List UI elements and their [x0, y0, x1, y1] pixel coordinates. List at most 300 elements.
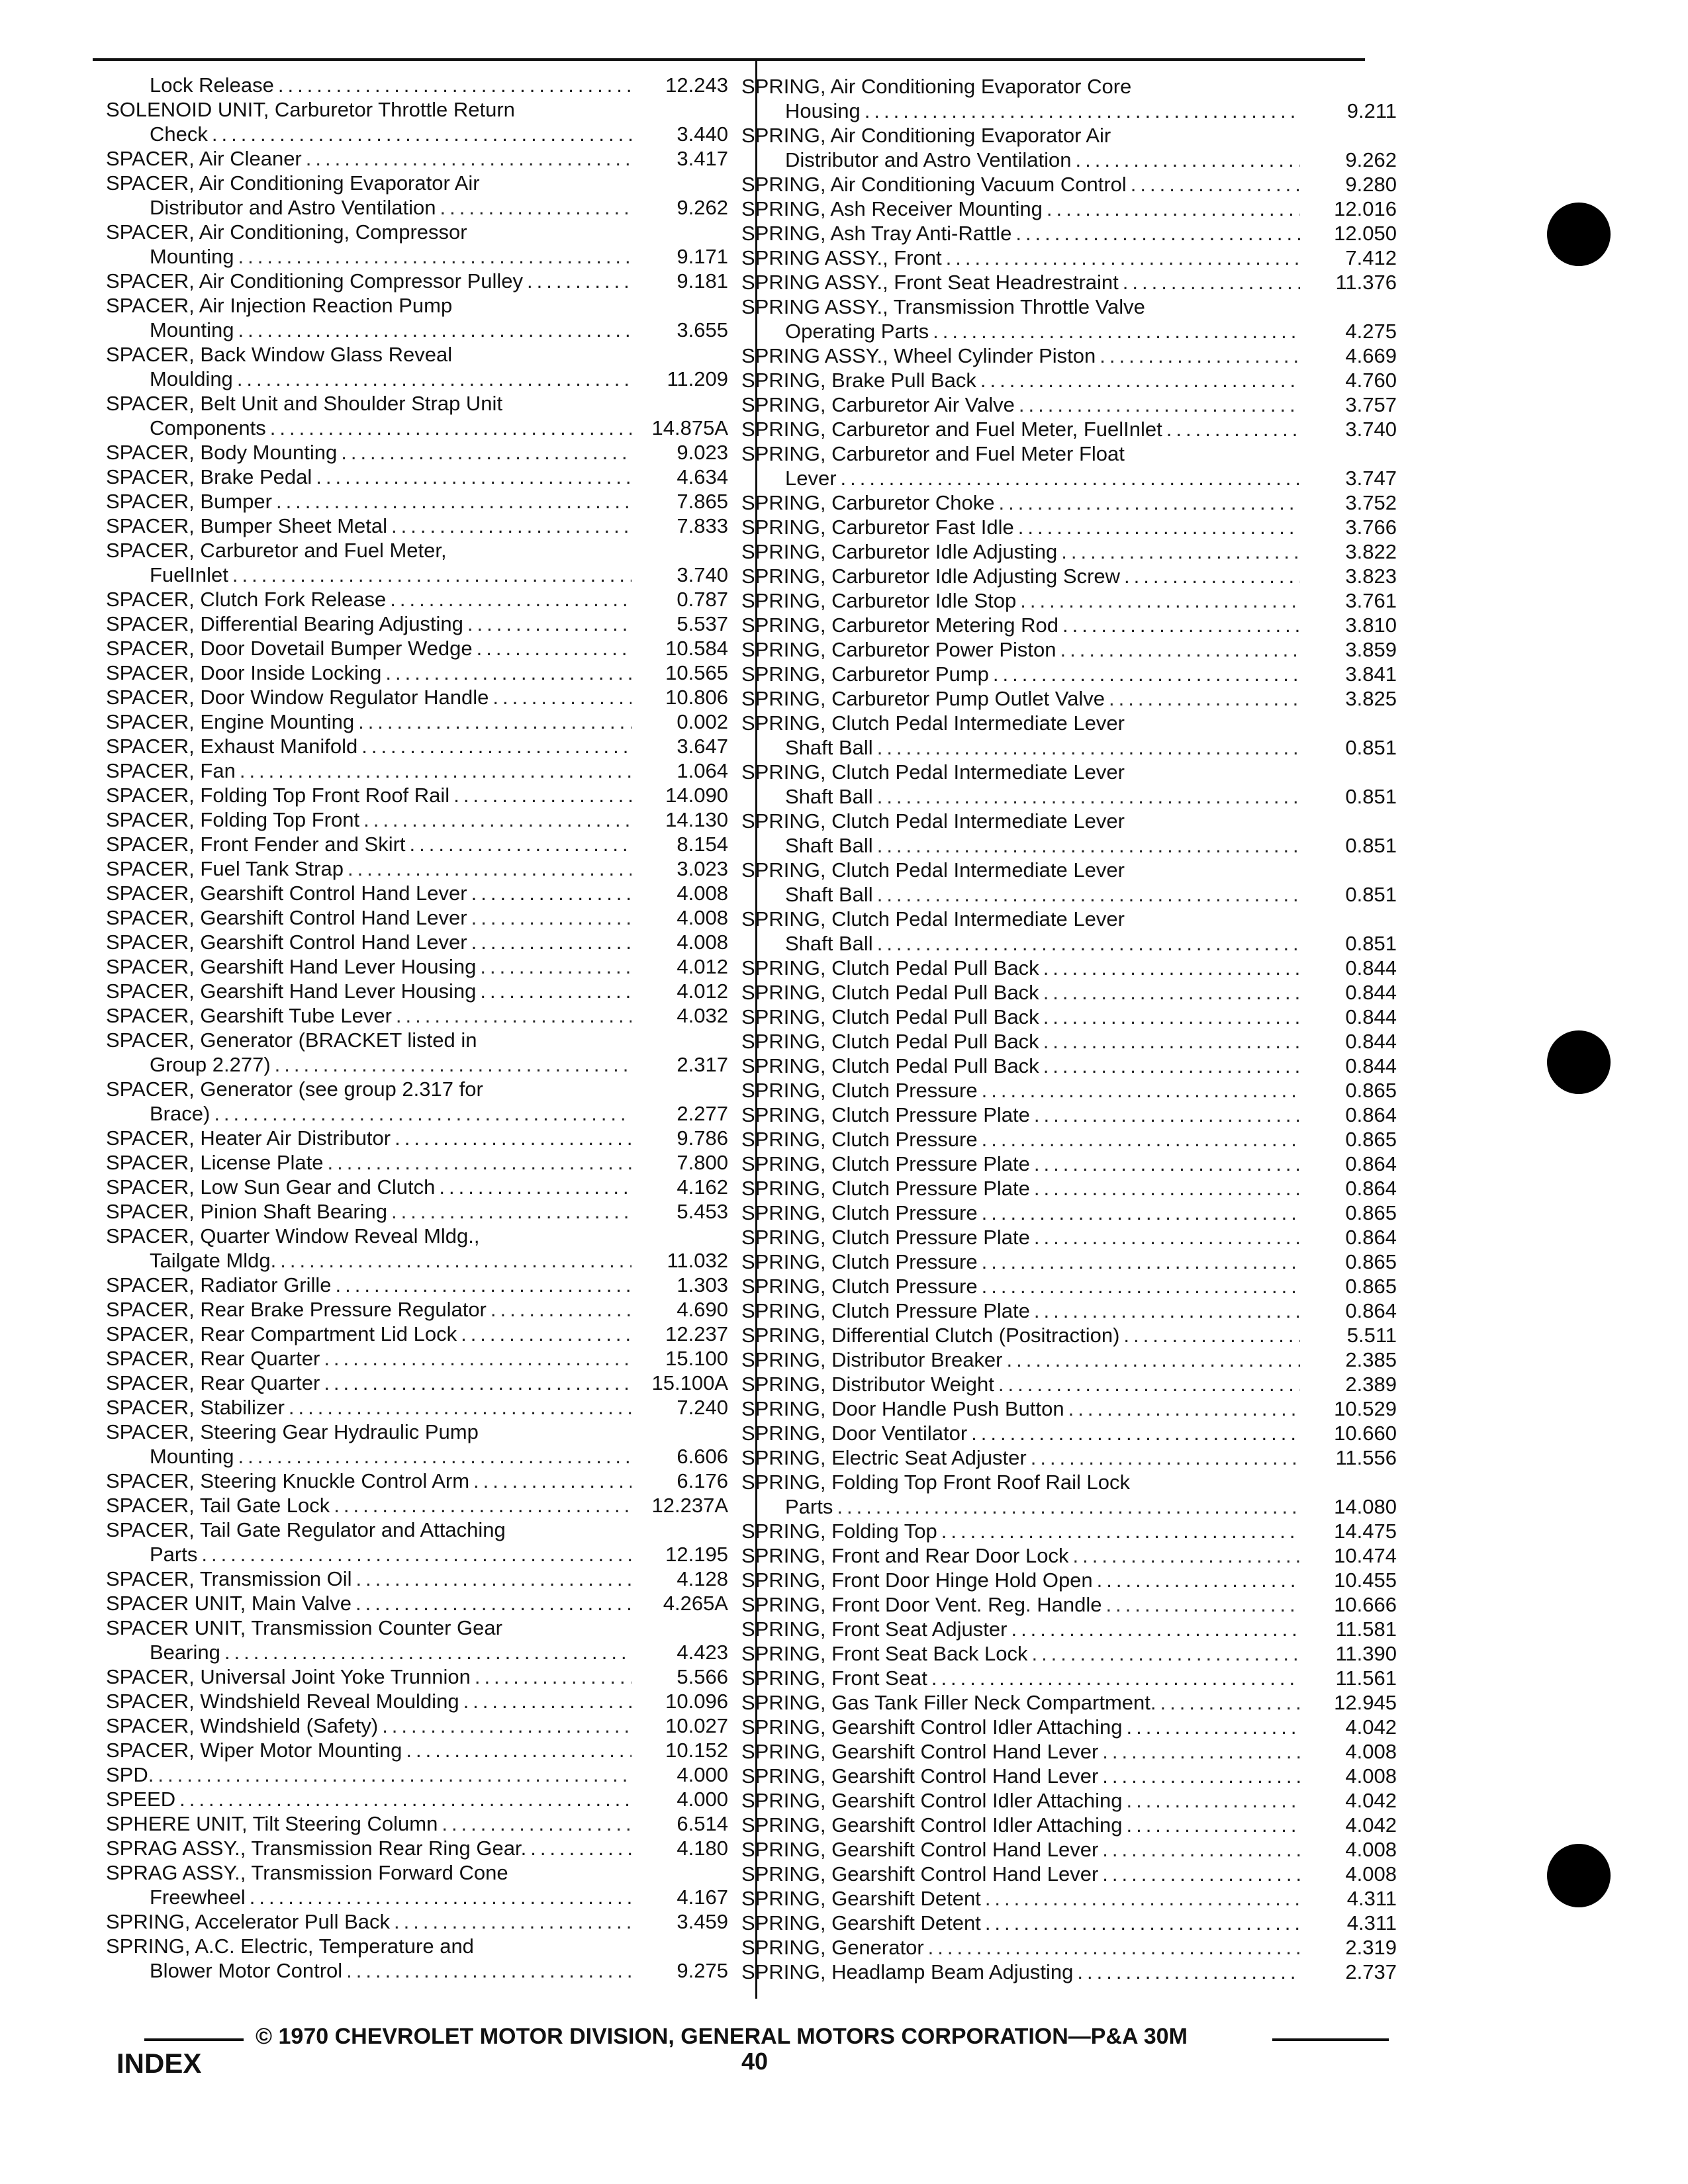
entry-name: SPRING, Clutch Pressure: [741, 1275, 978, 1298]
entry-name: SPRING, Gearshift Control Idler Attaching: [741, 1813, 1123, 1837]
entry-page-ref: 4.265A: [663, 1592, 728, 1615]
dot-leader: [865, 99, 1300, 123]
entry-heading: SPRING, Carburetor and Fuel Meter Float: [741, 442, 1125, 465]
entry-name: SPRING, Clutch Pedal Pull Back: [741, 981, 1039, 1004]
dot-leader: [980, 368, 1300, 392]
entry-page-ref: 12.016: [1334, 197, 1397, 220]
entry-heading: SPACER, Steering Gear Hydraulic Pump: [106, 1420, 479, 1443]
dot-leader: [1034, 1103, 1300, 1127]
index-entry: [106, 979, 728, 1003]
dot-leader: [201, 1542, 632, 1567]
index-entry: [106, 1175, 728, 1199]
entry-page-ref: 10.529: [1334, 1397, 1397, 1420]
entry-page-ref: 14.875A: [651, 416, 728, 439]
index-entry: [741, 172, 1397, 197]
index-entry: [741, 74, 1397, 123]
entry-page-ref: 4.008: [1345, 1862, 1397, 1886]
entry-page-ref: 4.275: [1345, 320, 1397, 343]
entry-name: Tailgate Mldg.: [150, 1249, 277, 1272]
entry-name: SPRING, Gearshift Control Idler Attaching: [741, 1789, 1123, 1812]
entry-page-ref: 0.864: [1345, 1299, 1397, 1322]
dot-leader: [982, 1078, 1300, 1103]
entry-name: SPD.: [106, 1763, 154, 1786]
index-entry: [741, 1225, 1397, 1250]
entry-page-ref: 7.833: [677, 514, 728, 537]
entry-name: SPACER, Wiper Motor Mounting: [106, 1739, 402, 1762]
entry-name: SPACER, Gearshift Control Hand Lever: [106, 882, 467, 905]
index-entry: [106, 146, 728, 171]
index-entry: [106, 1664, 728, 1689]
index-entry: [106, 832, 728, 856]
index-entry: [741, 1103, 1397, 1127]
entry-page-ref: 5.511: [1346, 1324, 1397, 1347]
index-entry: [106, 1224, 728, 1273]
entry-name: SPRING, Carburetor Metering Rod: [741, 614, 1058, 637]
entry-name: SPRING, Electric Seat Adjuster: [741, 1446, 1027, 1469]
index-entry: [741, 1201, 1397, 1225]
dot-leader: [1043, 1005, 1300, 1029]
dot-leader: [179, 1787, 632, 1811]
entry-name: SPRING, Gearshift Detent: [741, 1911, 981, 1934]
index-entry: [741, 1666, 1397, 1690]
entry-name: SPACER, Door Dovetail Bumper Wedge: [106, 637, 473, 660]
entry-page-ref: 4.311: [1346, 1911, 1397, 1934]
entry-name: SPRING, Carburetor Idle Stop: [741, 589, 1017, 612]
dot-leader: [1034, 1225, 1300, 1250]
entry-name: SPRAG ASSY., Transmission Rear Ring Gear.: [106, 1837, 527, 1860]
dot-leader: [238, 318, 632, 342]
entry-name: SPRING, Air Conditioning Vacuum Control: [741, 173, 1127, 196]
entry-name: SPACER, Windshield Reveal Moulding: [106, 1690, 459, 1713]
entry-page-ref: 0.844: [1345, 981, 1397, 1004]
entry-name: SPACER, Tail Gate Lock: [106, 1494, 330, 1517]
entry-name: FuelInlet: [150, 563, 228, 586]
entry-name: SPACER, Gearshift Hand Lever Housing: [106, 979, 477, 1003]
entry-name: SPACER, Heater Air Distributor: [106, 1126, 391, 1150]
entry-page-ref: 4.000: [677, 1788, 728, 1811]
entry-name: SPACER, Windshield (Safety): [106, 1714, 379, 1737]
dot-leader: [982, 1201, 1300, 1225]
dot-leader: [1102, 1739, 1300, 1764]
index-entry: [106, 342, 728, 391]
index-entry: [106, 97, 728, 146]
dot-leader: [390, 587, 632, 612]
entry-name: SPACER, Steering Knuckle Control Arm: [106, 1469, 470, 1492]
index-entry: [106, 1689, 728, 1713]
entry-name: SPACER, Clutch Fork Release: [106, 588, 387, 611]
entry-name: SPRING, Front Door Vent. Reg. Handle: [741, 1593, 1102, 1616]
entry-name: SPACER, Radiator Grille: [106, 1273, 332, 1297]
index-entry: [741, 1568, 1397, 1592]
entry-name: Moulding: [150, 367, 233, 390]
dot-leader: [1043, 1054, 1300, 1078]
entry-name: SPACER UNIT, Main Valve: [106, 1592, 352, 1615]
dot-leader: [328, 1150, 632, 1175]
index-entry: [741, 1960, 1397, 1984]
entry-heading: SOLENOID UNIT, Carburetor Throttle Return: [106, 98, 515, 121]
index-entry: [741, 858, 1397, 907]
index-entry: [741, 1911, 1397, 1935]
index-entry: [741, 662, 1397, 686]
dot-leader: [1031, 1445, 1300, 1470]
entry-page-ref: 0.864: [1345, 1152, 1397, 1175]
entry-page-ref: 2.277: [677, 1102, 728, 1125]
dot-leader: [473, 1469, 632, 1493]
entry-name: Lock Release: [150, 73, 274, 97]
index-entry: [741, 1323, 1397, 1347]
entry-page-ref: 12.195: [665, 1543, 728, 1566]
entry-page-ref: 9.181: [677, 269, 728, 293]
dot-leader: [982, 1250, 1300, 1274]
entry-page-ref: 10.666: [1334, 1593, 1397, 1616]
entry-page-ref: 6.514: [677, 1812, 728, 1835]
index-entry: [741, 441, 1397, 490]
dot-leader: [982, 1127, 1300, 1152]
entry-name: SPRING, Clutch Pedal Pull Back: [741, 1030, 1039, 1053]
dot-leader: [877, 882, 1300, 907]
dot-leader: [1126, 1813, 1300, 1837]
dot-leader: [280, 1248, 632, 1273]
entry-page-ref: 3.440: [677, 122, 728, 146]
entry-name: SPRING, Carburetor Power Piston: [741, 638, 1056, 661]
entry-page-ref: 8.154: [677, 833, 728, 856]
dot-leader: [238, 244, 632, 269]
dot-leader: [363, 807, 632, 832]
entry-name: SPRING, Front and Rear Door Lock: [741, 1544, 1069, 1567]
dot-leader: [982, 1274, 1300, 1298]
entry-page-ref: 14.080: [1334, 1495, 1397, 1518]
entry-name: Lever: [785, 467, 837, 490]
entry-heading: SPACER UNIT, Transmission Counter Gear: [106, 1616, 502, 1639]
dot-leader: [993, 662, 1300, 686]
index-entry: [741, 1372, 1397, 1396]
dot-leader: [1131, 172, 1300, 197]
dot-leader: [877, 931, 1300, 956]
entry-heading: SPACER, Tail Gate Regulator and Attaching: [106, 1518, 506, 1541]
index-entry: [741, 760, 1397, 809]
entry-name: SPRING, Clutch Pedal Pull Back: [741, 956, 1039, 979]
entry-name: SPRING, Gearshift Control Hand Lever: [741, 1838, 1099, 1861]
dot-leader: [1018, 515, 1300, 539]
entry-page-ref: 5.537: [677, 612, 728, 635]
dot-leader: [391, 514, 632, 538]
entry-name: SPRING, Door Ventilator: [741, 1422, 968, 1445]
dot-leader: [1020, 588, 1300, 613]
dot-leader: [877, 735, 1300, 760]
dot-leader: [527, 269, 632, 293]
entry-page-ref: 0.865: [1345, 1275, 1397, 1298]
entry-name: SPACER, Gearshift Hand Lever Housing: [106, 955, 477, 978]
index-entry: [741, 221, 1397, 246]
dot-leader: [1043, 1029, 1300, 1054]
entry-name: SPRING, Clutch Pressure: [741, 1079, 978, 1102]
dot-leader: [1034, 1176, 1300, 1201]
entry-name: SPRING, Folding Top: [741, 1520, 937, 1543]
dot-leader: [396, 1003, 632, 1028]
entry-name: SPACER, Bumper: [106, 490, 272, 513]
dot-leader: [276, 489, 632, 514]
entry-page-ref: 9.211: [1346, 99, 1397, 122]
dot-leader: [1062, 613, 1300, 637]
entry-page-ref: 7.240: [677, 1396, 728, 1419]
index-entry: [106, 685, 728, 709]
index-entry: [106, 220, 728, 269]
entry-page-ref: 10.455: [1334, 1569, 1397, 1592]
index-entry: [106, 612, 728, 636]
index-entry: [741, 295, 1397, 343]
entry-page-ref: 12.237A: [651, 1494, 728, 1517]
entry-page-ref: 9.171: [677, 245, 728, 268]
index-entry: [741, 907, 1397, 956]
entry-name: SPRING, Door Handle Push Button: [741, 1397, 1064, 1420]
entry-page-ref: 0.864: [1345, 1103, 1397, 1126]
dot-leader: [306, 146, 632, 171]
index-entry: [741, 1127, 1397, 1152]
index-entry: [106, 1273, 728, 1297]
entry-page-ref: 7.865: [677, 490, 728, 513]
entry-page-ref: 4.162: [677, 1175, 728, 1199]
dot-leader: [275, 1052, 632, 1077]
entry-name: SPRING, Clutch Pressure Plate: [741, 1152, 1030, 1175]
entry-name: Shaft Ball: [785, 932, 873, 955]
dot-leader: [442, 1811, 632, 1836]
entry-page-ref: 0.864: [1345, 1226, 1397, 1249]
index-column-left: [106, 73, 728, 1983]
index-entry: [741, 1739, 1397, 1764]
dot-leader: [1061, 539, 1300, 564]
entry-name: SPACER, Transmission Oil: [106, 1567, 352, 1590]
entry-name: SPRING, Carburetor Air Valve: [741, 393, 1015, 416]
entry-page-ref: 10.806: [665, 686, 728, 709]
entry-name: SPHERE UNIT, Tilt Steering Column: [106, 1812, 438, 1835]
binder-hole: [1547, 1844, 1611, 1907]
index-entry: [106, 171, 728, 220]
entry-page-ref: 4.042: [1345, 1813, 1397, 1837]
entry-heading: SPRING, Clutch Pedal Intermediate Lever: [741, 907, 1125, 931]
dot-leader: [877, 784, 1300, 809]
dot-leader: [355, 1591, 632, 1615]
index-entry: [741, 711, 1397, 760]
entry-name: SPRING, Carburetor Idle Adjusting Screw: [741, 565, 1121, 588]
entry-page-ref: 4.180: [677, 1837, 728, 1860]
entry-page-ref: 1.064: [677, 759, 728, 782]
index-entry: [741, 1813, 1397, 1837]
entry-page-ref: 2.389: [1345, 1373, 1397, 1396]
entry-name: SPRING, Brake Pull Back: [741, 369, 976, 392]
index-entry: [741, 343, 1397, 368]
entry-name: SPRING, Clutch Pedal Pull Back: [741, 1005, 1039, 1028]
index-entry: [106, 881, 728, 905]
index-entry: [106, 1713, 728, 1738]
index-entry: [741, 368, 1397, 392]
section-label: INDEX: [117, 2048, 202, 2079]
index-entry: [106, 538, 728, 587]
entry-page-ref: 3.459: [677, 1910, 728, 1933]
dot-leader: [410, 832, 632, 856]
top-rule: [93, 58, 1365, 61]
dot-leader: [439, 1175, 632, 1199]
entry-page-ref: 4.008: [677, 931, 728, 954]
index-entry: [106, 1028, 728, 1077]
index-entry: [106, 930, 728, 954]
entry-page-ref: 4.042: [1345, 1789, 1397, 1812]
index-entry: [106, 709, 728, 734]
dot-leader: [1124, 564, 1300, 588]
index-entry: [106, 1003, 728, 1028]
entry-page-ref: 15.100A: [651, 1371, 728, 1394]
entry-page-ref: 0.844: [1345, 1054, 1397, 1077]
dot-leader: [1076, 148, 1300, 172]
dot-leader: [1123, 1323, 1300, 1347]
dot-leader: [928, 1935, 1300, 1960]
dot-leader: [480, 954, 632, 979]
dot-leader: [158, 1762, 632, 1787]
entry-name: SPRING, Front Seat: [741, 1666, 927, 1690]
index-entry: [106, 391, 728, 440]
index-entry: [741, 392, 1397, 417]
entry-name: SPACER, Universal Joint Yoke Trunnion: [106, 1665, 471, 1688]
dot-leader: [1011, 1617, 1300, 1641]
entry-page-ref: 0.851: [1345, 785, 1397, 808]
entry-name: Mounting: [150, 318, 234, 341]
index-entry: [106, 1738, 728, 1762]
entry-name: SPACER, Folding Top Front Roof Rail: [106, 784, 450, 807]
dot-leader: [480, 979, 632, 1003]
entry-page-ref: 9.786: [677, 1126, 728, 1150]
dot-leader: [1043, 956, 1300, 980]
index-entry: [106, 1615, 728, 1664]
entry-page-ref: 15.100: [665, 1347, 728, 1370]
entry-page-ref: 3.761: [1345, 589, 1397, 612]
index-entry: [106, 905, 728, 930]
entry-name: Shaft Ball: [785, 834, 873, 857]
dot-leader: [1097, 1568, 1300, 1592]
dot-leader: [240, 758, 632, 783]
dot-leader: [1109, 686, 1300, 711]
dot-leader: [471, 881, 632, 905]
index-entry: [106, 1934, 728, 1983]
index-entry: [741, 490, 1397, 515]
index-entry: [741, 564, 1397, 588]
dot-leader: [1166, 417, 1300, 441]
dot-leader: [336, 1273, 632, 1297]
entry-name: SPRING, Ash Receiver Mounting: [741, 197, 1043, 220]
dot-leader: [1100, 343, 1300, 368]
entry-name: Bearing: [150, 1641, 220, 1664]
index-entry: [106, 73, 728, 97]
dot-leader: [346, 1958, 632, 1983]
entry-page-ref: 11.376: [1335, 271, 1397, 294]
entry-page-ref: 3.023: [677, 857, 728, 880]
entry-name: SPACER, Body Mounting: [106, 441, 338, 464]
index-entry: [106, 1836, 728, 1860]
index-entry: [106, 1077, 728, 1126]
entry-name: Shaft Ball: [785, 883, 873, 906]
entry-name: SPACER, Differential Bearing Adjusting: [106, 612, 463, 635]
index-entry: [741, 686, 1397, 711]
entry-heading: SPRING, Clutch Pedal Intermediate Lever: [741, 711, 1125, 735]
entry-name: SPRING, Front Door Hinge Hold Open: [741, 1569, 1093, 1592]
entry-name: SPACER, License Plate: [106, 1151, 324, 1174]
entry-page-ref: 4.012: [677, 955, 728, 978]
entry-name: SPACER, Front Fender and Skirt: [106, 833, 406, 856]
index-entry: [741, 1690, 1397, 1715]
dot-leader: [933, 319, 1300, 343]
index-entry: [741, 1298, 1397, 1323]
entry-page-ref: 5.566: [677, 1665, 728, 1688]
entry-name: SPRING, Gearshift Control Hand Lever: [741, 1862, 1099, 1886]
entry-name: Distributor and Astro Ventilation: [150, 196, 436, 219]
index-entry: [741, 1935, 1397, 1960]
index-entry: [741, 539, 1397, 564]
binder-hole: [1547, 203, 1611, 266]
index-entry: [741, 588, 1397, 613]
entry-name: Operating Parts: [785, 320, 929, 343]
entry-heading: SPACER, Generator (see group 2.317 for: [106, 1077, 483, 1101]
index-entry: [106, 783, 728, 807]
entry-name: Mounting: [150, 1445, 234, 1468]
index-entry: [106, 1591, 728, 1615]
dot-leader: [998, 490, 1300, 515]
entry-name: SPRING ASSY., Wheel Cylinder Piston: [741, 344, 1096, 367]
entry-page-ref: 9.275: [677, 1959, 728, 1982]
dot-leader: [1015, 221, 1300, 246]
index-entry: [741, 1592, 1397, 1617]
index-entry: [741, 123, 1397, 172]
entry-page-ref: 0.851: [1345, 834, 1397, 857]
index-entry: [106, 1909, 728, 1934]
dot-leader: [1160, 1690, 1301, 1715]
index-entry: [106, 440, 728, 465]
index-entry: [741, 1421, 1397, 1445]
dot-leader: [250, 1885, 632, 1909]
entry-heading: SPRAG ASSY., Transmission Forward Cone: [106, 1861, 508, 1884]
entry-page-ref: 11.561: [1335, 1666, 1397, 1690]
entry-page-ref: 0.851: [1345, 736, 1397, 759]
entry-page-ref: 11.581: [1335, 1617, 1397, 1641]
entry-page-ref: 3.740: [677, 563, 728, 586]
entry-page-ref: 4.128: [677, 1567, 728, 1590]
entry-name: SPACER, Gearshift Control Hand Lever: [106, 931, 467, 954]
entry-name: SPRING, Front Seat Back Lock: [741, 1642, 1028, 1665]
index-entry: [106, 1860, 728, 1909]
dot-leader: [214, 1101, 632, 1126]
footer-rule-right: [1272, 2038, 1389, 2041]
entry-name: Components: [150, 416, 266, 439]
entry-page-ref: 7.800: [677, 1151, 728, 1174]
entry-name: SPACER, Air Conditioning Compressor Pulley: [106, 269, 524, 293]
index-entry: [741, 1005, 1397, 1029]
dot-leader: [316, 465, 632, 489]
index-entry: [106, 1567, 728, 1591]
dot-leader: [941, 1519, 1300, 1543]
entry-page-ref: 0.865: [1345, 1079, 1397, 1102]
entry-page-ref: 1.303: [677, 1273, 728, 1297]
index-entry: [106, 1493, 728, 1518]
entry-heading: SPRING, Air Conditioning Evaporator Air: [741, 124, 1111, 147]
entry-name: SPRING ASSY., Front: [741, 246, 942, 269]
dot-leader: [1102, 1764, 1300, 1788]
dot-leader: [985, 1886, 1300, 1911]
dot-leader: [237, 367, 632, 391]
entry-page-ref: 4.008: [1345, 1764, 1397, 1788]
entry-page-ref: 2.317: [677, 1053, 728, 1076]
entry-page-ref: 10.096: [665, 1690, 728, 1713]
entry-name: SPRING, Carburetor Pump: [741, 662, 989, 686]
dot-leader: [475, 1664, 632, 1689]
index-entry: [741, 1078, 1397, 1103]
entry-page-ref: 4.311: [1346, 1887, 1397, 1910]
